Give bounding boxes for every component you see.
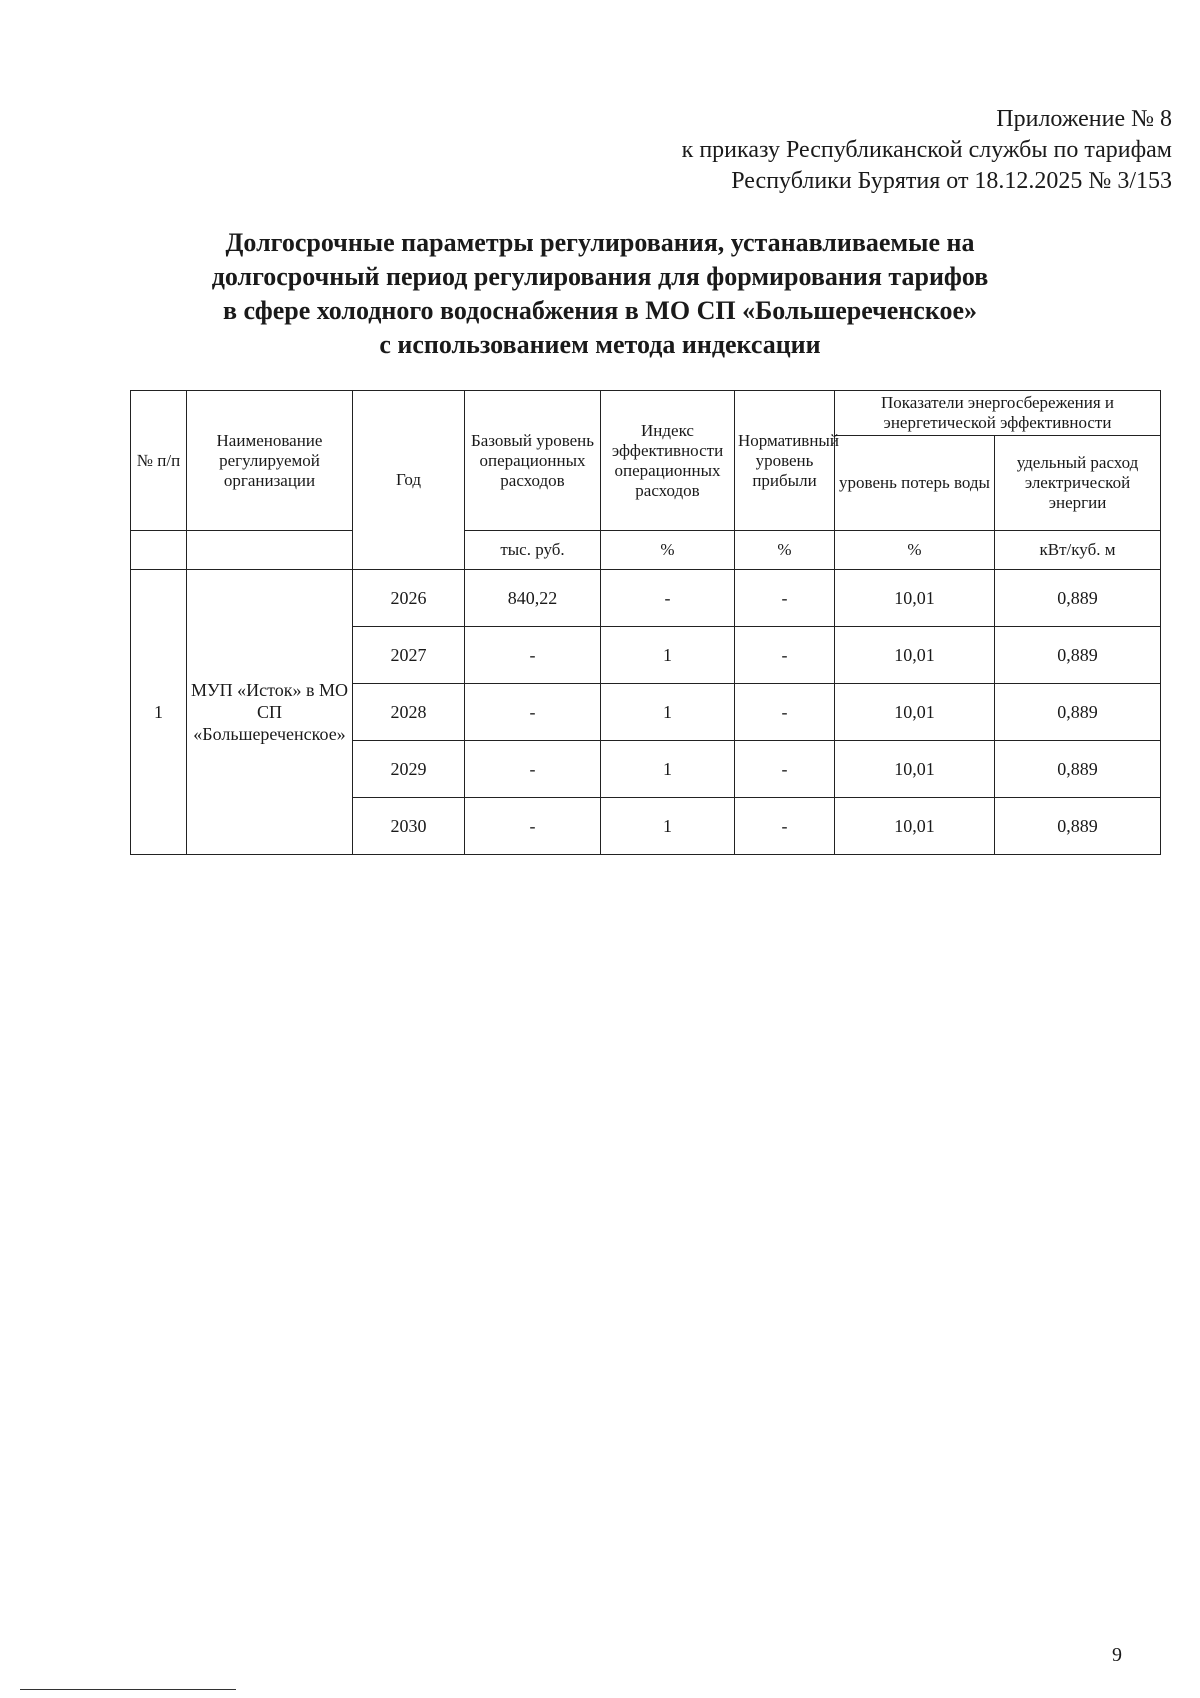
cell-index: 1	[601, 741, 735, 798]
cell-loss: 10,01	[835, 741, 995, 798]
cell-index: 1	[601, 798, 735, 855]
unit-norm: %	[735, 531, 835, 570]
cell-power: 0,889	[995, 570, 1161, 627]
document-title	[130, 226, 1070, 362]
appendix-line-2: к приказу Республиканской службы по тарифам	[681, 137, 1172, 163]
cell-norm: -	[735, 627, 835, 684]
cell-year: 2030	[353, 798, 465, 855]
parameters-table	[130, 390, 1161, 855]
cell-year: 2026	[353, 570, 465, 627]
appendix-line-1: Приложение № 8	[996, 106, 1172, 132]
header-water-loss: уровень потерь воды	[835, 436, 995, 531]
title-line-1: Долгосрочные параметры регулирования, устанавливаемые на	[225, 228, 975, 257]
cell-norm: -	[735, 741, 835, 798]
unit-loss: %	[835, 531, 995, 570]
cell-loss: 10,01	[835, 627, 995, 684]
cell-index: -	[601, 570, 735, 627]
header-row-1	[131, 391, 1161, 436]
unit-num-empty	[131, 531, 187, 570]
unit-index: %	[601, 531, 735, 570]
header-year: Год	[353, 391, 465, 570]
cell-base: -	[465, 684, 601, 741]
unit-org-empty	[187, 531, 353, 570]
org-number: 1	[131, 570, 187, 855]
units-row	[131, 531, 1161, 570]
title-line-3: в сфере холодного водоснабжения в МО СП «Большереченское»	[222, 296, 977, 325]
table-row	[131, 570, 1161, 627]
cell-year: 2029	[353, 741, 465, 798]
cell-power: 0,889	[995, 684, 1161, 741]
cell-year: 2027	[353, 627, 465, 684]
unit-base: тыс. руб.	[465, 531, 601, 570]
cell-index: 1	[601, 684, 735, 741]
appendix-line-3: Республики Бурятия от 18.12.2025 № 3/153	[731, 168, 1172, 194]
header-normative-profit: Нормативный уровень прибыли	[735, 391, 835, 531]
cell-norm: -	[735, 798, 835, 855]
cell-norm: -	[735, 684, 835, 741]
cell-loss: 10,01	[835, 570, 995, 627]
header-base-opex: Базовый уровень операционных расходов	[465, 391, 601, 531]
cell-power: 0,889	[995, 741, 1161, 798]
page-number: 9	[1112, 1644, 1122, 1666]
header-org: Наименование регулируемой организации	[187, 391, 353, 531]
cell-index: 1	[601, 627, 735, 684]
cell-power: 0,889	[995, 627, 1161, 684]
scan-edge-line	[20, 1689, 236, 1690]
appendix-header	[682, 104, 1172, 197]
cell-loss: 10,01	[835, 684, 995, 741]
cell-base: -	[465, 627, 601, 684]
header-power-consumption: удельный расход электрической энергии	[995, 436, 1161, 531]
header-energy-group: Показатели энергосбережения и энергетической эффективности	[835, 391, 1161, 436]
cell-power: 0,889	[995, 798, 1161, 855]
org-name: МУП «Исток» в МО СП «Большереченское»	[187, 570, 353, 855]
cell-norm: -	[735, 570, 835, 627]
cell-loss: 10,01	[835, 798, 995, 855]
unit-power: кВт/куб. м	[995, 531, 1161, 570]
header-efficiency-index: Индекс эффективности операционных расходов	[601, 391, 735, 531]
header-num: № п/п	[131, 391, 187, 531]
title-line-2: долгосрочный период регулирования для формирования тарифов	[211, 262, 989, 291]
title-line-4: с использованием метода индексации	[379, 330, 821, 359]
cell-year: 2028	[353, 684, 465, 741]
cell-base: 840,22	[465, 570, 601, 627]
cell-base: -	[465, 741, 601, 798]
cell-base: -	[465, 798, 601, 855]
